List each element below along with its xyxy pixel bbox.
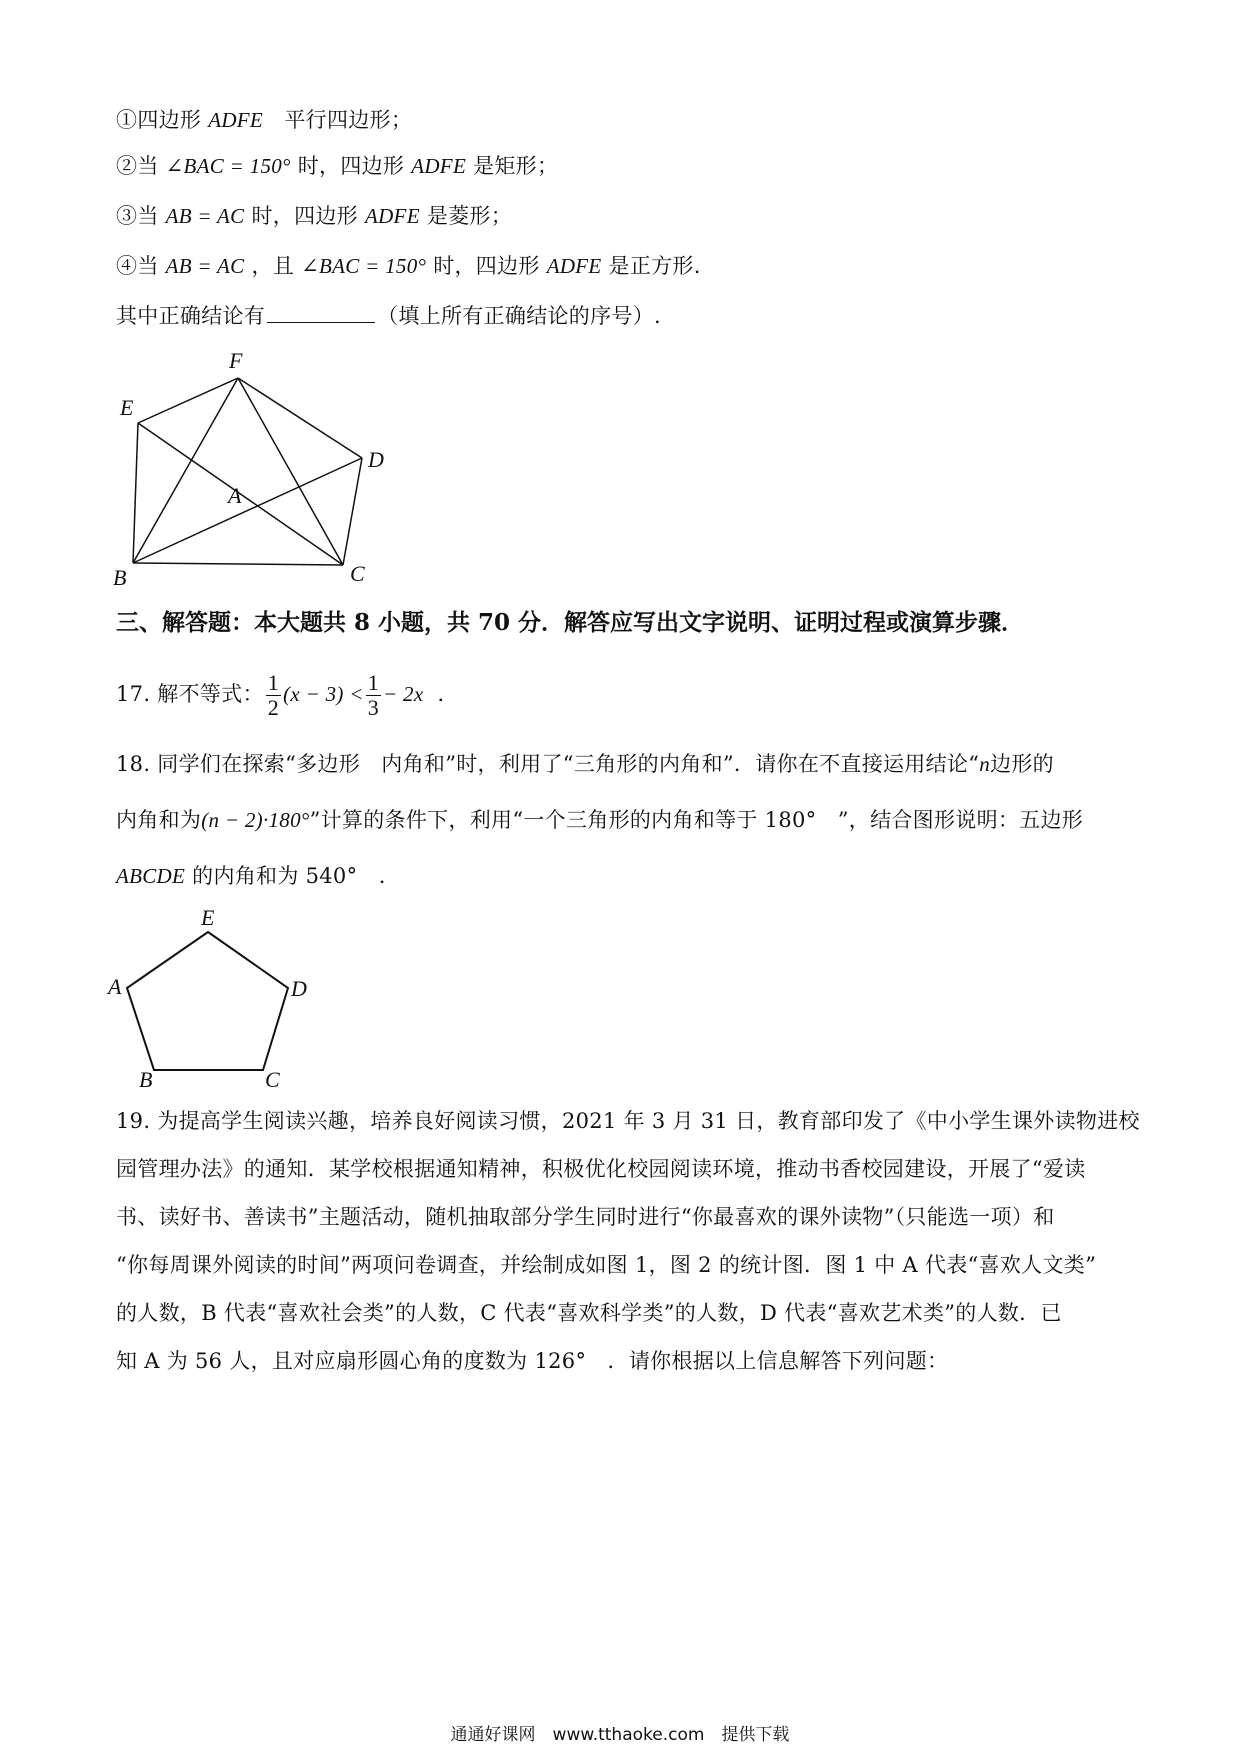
math: ABCDE (116, 864, 186, 888)
text: 的内角和为 540° . (192, 864, 386, 888)
math: (x − 3) < (283, 682, 364, 706)
fill-prompt (116, 302, 661, 330)
footer-watermark: 通通好课网 www.tthaoke.com 提供下载 (450, 1725, 790, 1745)
text: 18. 同学们在探索“多边形 内角和”时，利用了“三角形的内角和”．请你在不直接运用结论“ (116, 752, 980, 776)
marker: ① (116, 108, 138, 132)
segment-DC (343, 458, 362, 565)
text: 平行四边形； (263, 108, 413, 132)
answer-blank[interactable] (267, 302, 375, 323)
text: （填上所有正确结论的序号）. (377, 304, 661, 328)
denominator: 3 (367, 695, 380, 720)
text: 四边形 (137, 108, 202, 132)
label-E: E (120, 395, 134, 420)
math: ∠BAC = 150° (165, 154, 291, 178)
label-D: D (368, 447, 384, 472)
marker: ③ (116, 204, 138, 228)
question-18-line-1 (116, 750, 1054, 778)
marker: ④ (116, 254, 138, 278)
conclusion-4 (116, 252, 701, 280)
text: 是矩形； (473, 154, 559, 178)
text: ． (437, 682, 459, 706)
math: ADFE (364, 204, 420, 228)
fraction (266, 671, 281, 720)
question-19-line-1: 19. 为提高学生阅读兴趣，培养良好阅读习惯，2021 年 3 月 31 日，教育部印发了《中小学生课外读物进校 (116, 1109, 1140, 1133)
text: 是菱形； (426, 204, 513, 228)
segment-FB (133, 378, 238, 563)
math: (n − 2)·180° (201, 808, 310, 832)
text: 时，四边形 (433, 254, 540, 278)
question-19-line-3: 书、读好书、善读书”主题活动，随机抽取部分学生同时进行“你最喜欢的课外读物”（只能选一项）和 (116, 1205, 1055, 1229)
figure-quadrilateral (100, 345, 420, 595)
text: 边形的 (990, 752, 1054, 776)
math: ADFE (411, 154, 467, 178)
math: AB = AC (165, 204, 245, 228)
math: − 2x (383, 682, 424, 706)
question-19-line-4: “你每周课外阅读的时间”两项问卷调查，并绘制成如图 1，图 2 的统计图．图 1 中 A 代表“喜欢人文类” (116, 1253, 1097, 1277)
math: ∠BAC = 150° (301, 254, 427, 278)
label-C: C (350, 561, 365, 586)
denominator: 2 (267, 695, 280, 720)
text: ，且 (251, 254, 295, 278)
text: 是正方形. (608, 254, 701, 278)
text: 时，四边形 (251, 204, 358, 228)
question-18-line-3 (116, 862, 386, 890)
segment-FE (138, 378, 238, 423)
segment-FD (238, 378, 362, 458)
label-D: D (291, 976, 307, 1001)
question-19-line-6: 知 A 为 56 人，且对应扇形圆心角的度数为 126° ．请你根据以上信息解答下列问题： (116, 1349, 949, 1373)
question-18-line-2 (116, 806, 1083, 834)
text: ”计算的条件下，利用“一个三角形的内角和等于 180° ”，结合图形说明：五边形 (309, 808, 1084, 832)
figure-pentagon (105, 905, 325, 1090)
question-19-line-2: 园管理办法》的通知．某学校根据通知精神，积极优化校园阅读环境，推动书香校园建设，开展了“爱读 (116, 1157, 1086, 1181)
text: 当 (137, 254, 159, 278)
text: 解不等式： (157, 682, 264, 706)
pentagon-ABCDE (127, 932, 288, 1070)
math: AB = AC (165, 254, 245, 278)
conclusion-2 (116, 152, 558, 180)
math: ADFE (546, 254, 602, 278)
conclusion-3 (116, 202, 512, 230)
label-A: A (108, 974, 122, 999)
fraction (366, 671, 381, 720)
label-F: F (229, 348, 243, 373)
question-17 (116, 666, 459, 722)
math: ADFE (208, 108, 264, 132)
label-E: E (201, 905, 215, 930)
text: 其中正确结论有 (116, 304, 266, 328)
numerator: 1 (267, 670, 280, 695)
numerator: 1 (367, 670, 380, 695)
label-A: A (228, 483, 242, 508)
label-B: B (113, 565, 127, 590)
question-number: 17. (116, 682, 151, 706)
text: 时，四边形 (297, 154, 405, 178)
segment-CB (133, 563, 343, 565)
question-19-line-5: 的人数，B 代表“喜欢社会类”的人数，C 代表“喜欢科学类”的人数，D 代表“喜欢艺术类”的人数．已 (116, 1301, 1062, 1325)
text: 内角和为 (116, 808, 202, 832)
text: 当 (137, 154, 159, 178)
marker: ② (116, 154, 138, 178)
section-heading: 三、解答题：本大题共 8 小题，共 70 分．解答应写出文字说明、证明过程或演算步骤． (116, 609, 1025, 636)
segment-FC (238, 378, 343, 565)
math: n (979, 752, 991, 776)
segment-BD (133, 458, 362, 563)
label-B: B (139, 1067, 153, 1090)
segment-BE (133, 423, 138, 563)
text: 当 (137, 204, 159, 228)
conclusion-1 (116, 106, 412, 134)
label-C: C (265, 1067, 280, 1090)
